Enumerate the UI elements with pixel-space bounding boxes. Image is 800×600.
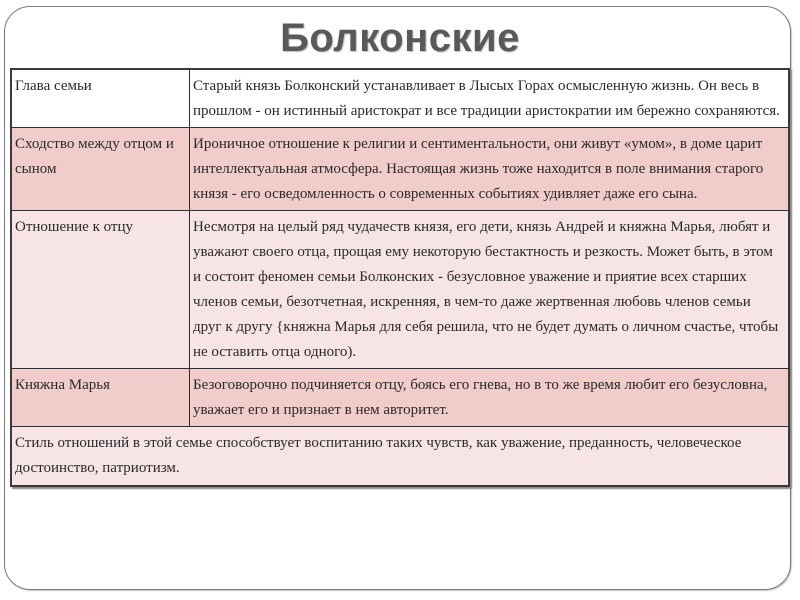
table-row: [11, 128, 789, 211]
table-row: [11, 369, 789, 427]
row-label: Отношение к отцу: [11, 211, 190, 369]
bolkonsky-table: [10, 68, 790, 487]
table-row: [11, 69, 789, 128]
row-text: Несмотря на целый ряд чудачеств князя, его дети, князь Андрей и княжна Марья, любят и уважают своего отца, прощая ему некоторую бестактность и резкость. Может быть, в этом и состоит феномен семьи Болконских - безусловное уважение и приятие всех старших членов семьи, безотчетная, искренняя, в чем-то даже жертвенная любовь членов семьи друг к другу {княжна Марья для себя решила, что не будет думать о личном счастье, чтобы не оставить отца одного).: [190, 211, 790, 369]
row-label: Княжна Марья: [11, 369, 190, 427]
summary-row: [11, 427, 789, 487]
row-label: Сходство между отцом и сыном: [11, 128, 190, 211]
row-text: Старый князь Болконский устанавливает в Лысых Горах осмысленную жизнь. Он весь в прошлом - он истинный аристократ и все традиции аристократии им бережно сохраняются.: [190, 69, 790, 128]
row-text: Ироничное отношение к религии и сентиментальности, они живут «умом», в доме царит интеллектуальная атмосфера. Настоящая жизнь тоже находится в поле внимания старого князя - его осведомленность о современных событиях удивляет даже его сына.: [190, 128, 790, 211]
row-label: Глава семьи: [11, 69, 190, 128]
row-text: Безоговорочно подчиняется отцу, боясь его гнева, но в то же время любит его безусловна, уважает его и признает в нем авторитет.: [190, 369, 790, 427]
slide-title: Болконские: [280, 16, 520, 60]
table-row: [11, 211, 789, 369]
summary-text: Стиль отношений в этой семье способствует воспитанию таких чувств, как уважение, преданность, человеческое достоинство, патриотизм.: [11, 427, 789, 487]
